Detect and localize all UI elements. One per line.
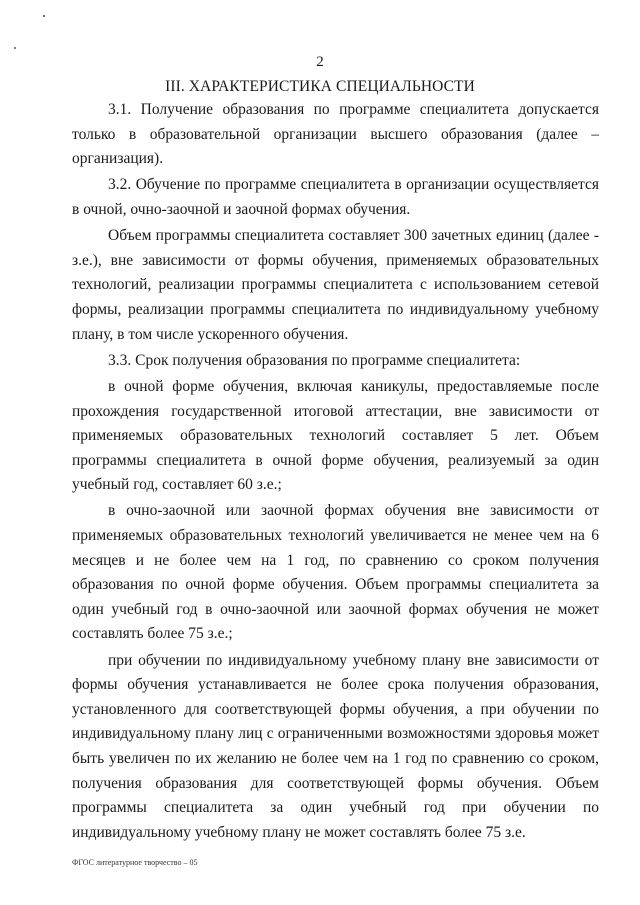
paragraph: 3.3. Срок получения образования по программе специалитета: [108,351,521,369]
page-footer: ФГОС литературное творчество – 05 [72,858,198,867]
paragraph: в очно-заочной или заочной формах обучения вне зависимости от применяемых образовательных технологий увеличивается не менее чем на 6 месяцев и не более чем на 1 год, по сравнению со сроком получения образования по очной форме обучения. Объем программы специалитета за один учебный год в очно-заочной или заочной формах обучения не может составлять более 75 з.е.; [72,502,599,643]
page-number: 2 [316,54,324,70]
paragraph: в очной форме обучения, включая каникулы, предоставляемые после прохождения государственной итоговой аттестации, вне зависимости от применяемых образовательных технологий составляет 5 лет. Объем программы специалитета в очной форме обучения, реализуемый за один учебный год, составляет 60 з.е.; [72,377,599,494]
paragraph: Объем программы специалитета составляет 300 зачетных единиц (далее - з.е.), вне зависимости от формы обучения, применяемых образовательных технологий, реализации программы специалитета с использованием сетевой формы, реализации программы специалитета по индивидуальному учебному плану, в том числе ускоренного обучения. [72,227,599,343]
scan-speck [14,47,16,49]
scan-speck [43,15,45,17]
paragraph: 3.1. Получение образования по программе специалитета допускается только в образовательной организации высшего образования (далее – организация). [72,101,599,168]
paragraph: при обучении по индивидуальному учебному плану вне зависимости от формы обучения устанавливается не более срока получения образования, установленного для соответствующей формы обучения, а при обучении по индивидуальному плану лиц с ограниченными возможностями здоровья может быть увеличен по их желанию не более чем на 1 год по сравнению со сроком, получения образования для соответствующей формы обучения. Объем программы специалитета за один учебный год при обучении по индивидуальному учебному плану не может составлять более 75 з.е. [72,651,599,841]
body-text [72,98,599,845]
section-heading: III. ХАРАКТЕРИСТИКА СПЕЦИАЛЬНОСТИ [165,78,475,95]
paragraph: 3.2. Обучение по программе специалитета в организации осуществляется в очной, очно-заочной и заочной формах обучения. [72,176,599,218]
